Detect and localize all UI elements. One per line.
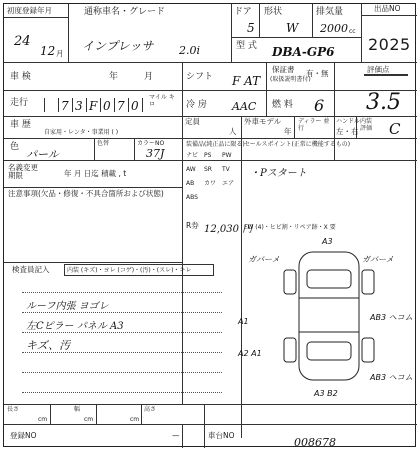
- notes-title: 注意事項(欠品・修復・不具合箇所および状態): [8, 189, 164, 198]
- chassis-label: 車台NO: [208, 431, 235, 440]
- equip-navi: ナビ: [186, 152, 199, 159]
- displacement-unit: cc: [349, 28, 356, 35]
- ext-model-label: 外車モデル: [244, 117, 282, 126]
- length-label: 長さ: [7, 406, 20, 413]
- note-line-3: キズ、汚: [26, 339, 71, 352]
- interior-value: C: [389, 120, 401, 138]
- handle-label: ハンドル: [336, 118, 361, 125]
- rear-window: [307, 342, 351, 360]
- inspector-options: 内装 (キズ)・ヨレ (コゲ)・(汚)・(スレ)・キレ: [67, 267, 192, 274]
- note-line-1: ルーフ内張 ヨゴレ: [26, 301, 109, 312]
- front-left-wheel: [284, 270, 296, 294]
- sales-points-title: セールスポイント(正常に機能するもの): [244, 141, 351, 148]
- color-no-value: 37J: [146, 147, 165, 160]
- score-label: 評価点: [367, 65, 390, 74]
- windshield: [307, 270, 351, 288]
- model-value: DBA-GP6: [272, 45, 335, 59]
- inspection-month-unit: 月: [144, 72, 154, 82]
- reg-no-label: 登録NO: [10, 431, 37, 440]
- inspection-label: 車 検: [10, 72, 31, 82]
- equip-air: エア: [222, 180, 235, 187]
- warranty-sub: (取扱説明書付): [270, 76, 311, 83]
- color-kind-label: 色替: [97, 140, 110, 147]
- damage-label-rear: A3 B2: [314, 389, 338, 398]
- mileage-digit-5: F: [89, 99, 98, 113]
- r-ticket-value: 12,030 円: [204, 224, 253, 235]
- door-value: 5: [247, 21, 255, 35]
- damage-label-left-2: A2 A1: [238, 349, 262, 358]
- car-condition-diagram: [238, 234, 414, 402]
- damage-label-front: A3: [322, 237, 333, 246]
- color-label: 色: [10, 142, 20, 152]
- shift-value: F AT: [232, 74, 261, 88]
- mileage-unit: マイル キロ: [149, 94, 175, 108]
- inspector-label: 検査員記入: [12, 265, 50, 274]
- damage-label-right-1: AB3 ヘコム: [370, 313, 413, 322]
- rear-right-wheel: [362, 338, 374, 362]
- equip-ab: AB: [186, 180, 195, 187]
- name-change-fields: 年 月 日迄 積載 , t: [64, 169, 127, 178]
- capacity-label: 定員: [185, 117, 200, 126]
- inspector-options-box: [64, 264, 214, 276]
- first-reg-year: 24: [14, 34, 31, 49]
- mileage-digit-6: 0: [103, 99, 111, 113]
- mileage-label: 走行: [10, 98, 29, 108]
- mileage-digit-3: 7: [61, 99, 69, 113]
- width-label: 幅: [74, 406, 81, 413]
- shape-value: W: [286, 21, 299, 35]
- first-reg-month: 12: [40, 44, 56, 58]
- warranty-label: 保証書: [272, 65, 295, 74]
- equip-kawa: カワ: [204, 180, 217, 187]
- equip-ps: PS: [204, 152, 212, 159]
- damage-labels: [237, 237, 413, 398]
- displacement-label: 排気量: [316, 7, 344, 17]
- mileage-digit-4: 3: [75, 99, 83, 113]
- reg-no-dash: —: [172, 431, 180, 440]
- r-ticket-label: R券: [186, 221, 199, 230]
- displacement-value: 2000: [320, 22, 348, 35]
- inspection-year-unit: 年: [109, 72, 119, 82]
- equip-sr: SR: [204, 166, 212, 173]
- interior-label: 内装 評価: [360, 118, 373, 132]
- equip-pw: PW: [222, 152, 232, 159]
- shift-label: シフト: [186, 72, 214, 82]
- damage-label-front-right: ガバーメ: [362, 255, 394, 264]
- car-name-value: インプレッサ: [82, 39, 154, 53]
- height-label: 高さ: [144, 406, 157, 413]
- color-value: パール: [26, 148, 59, 161]
- equipment-grid: [184, 150, 240, 218]
- history-label: 車 歴: [10, 120, 31, 130]
- height-unit: cm: [130, 416, 140, 423]
- equip-aw: AW: [186, 166, 196, 173]
- sales-points-footer: FW (4)・ヒビ割・リペア跡・X 要: [244, 224, 336, 231]
- warranty-value: 有・無: [306, 69, 329, 78]
- front-right-wheel: [362, 270, 374, 294]
- damage-label-left-1: A1: [238, 317, 249, 326]
- equip-tv: TV: [222, 166, 230, 173]
- name-grade-label: 通称車名・グレード: [84, 7, 166, 17]
- first-reg-month-unit: 月: [56, 49, 64, 58]
- auction-sheet: [3, 3, 416, 447]
- sales-points-text: ・Pスタート: [250, 168, 307, 179]
- damage-label-right-2: AB3 ヘコム: [370, 373, 413, 382]
- model-label: 型 式: [236, 41, 257, 51]
- fuel-label: 燃 料: [272, 100, 293, 110]
- lot-label: 出品NO: [374, 4, 401, 13]
- door-label: ドア: [234, 7, 252, 17]
- ext-model-unit: 年: [284, 127, 292, 136]
- chassis-value: 008678: [294, 436, 336, 449]
- fuel-value: 6: [314, 96, 325, 115]
- width-unit: cm: [84, 416, 94, 423]
- length-unit: cm: [38, 416, 48, 423]
- shape-label: 形状: [264, 7, 283, 17]
- dealer-label: ディラー 並行: [298, 118, 330, 132]
- lot-value: 2025: [368, 35, 411, 54]
- first-reg-label: 初度登録年月: [7, 6, 52, 15]
- mileage-digit-8: 0: [131, 99, 139, 113]
- grade-value: 2.0i: [179, 44, 201, 57]
- color-no-label: カラーNO: [137, 140, 165, 147]
- history-options: 自家用・レンタ・事業用 ( ): [44, 129, 119, 136]
- aircon-label: 冷 房: [186, 100, 207, 110]
- note-line-2: 左Cピラー パネル A3: [26, 321, 124, 332]
- equipment-title: 装備品(純正品に限る): [186, 141, 245, 148]
- capacity-unit: 人: [229, 127, 237, 136]
- equip-abs: ABS: [186, 194, 198, 201]
- handle-value: 左・右: [336, 127, 359, 136]
- damage-label-front-left: ガバーメ: [248, 255, 280, 264]
- score-value: 3.5: [366, 90, 401, 115]
- aircon-value: AAC: [232, 100, 257, 113]
- mileage-digit-7: 7: [117, 99, 125, 113]
- name-change-label: 名義変更 期限: [8, 163, 38, 180]
- rear-left-wheel: [284, 338, 296, 362]
